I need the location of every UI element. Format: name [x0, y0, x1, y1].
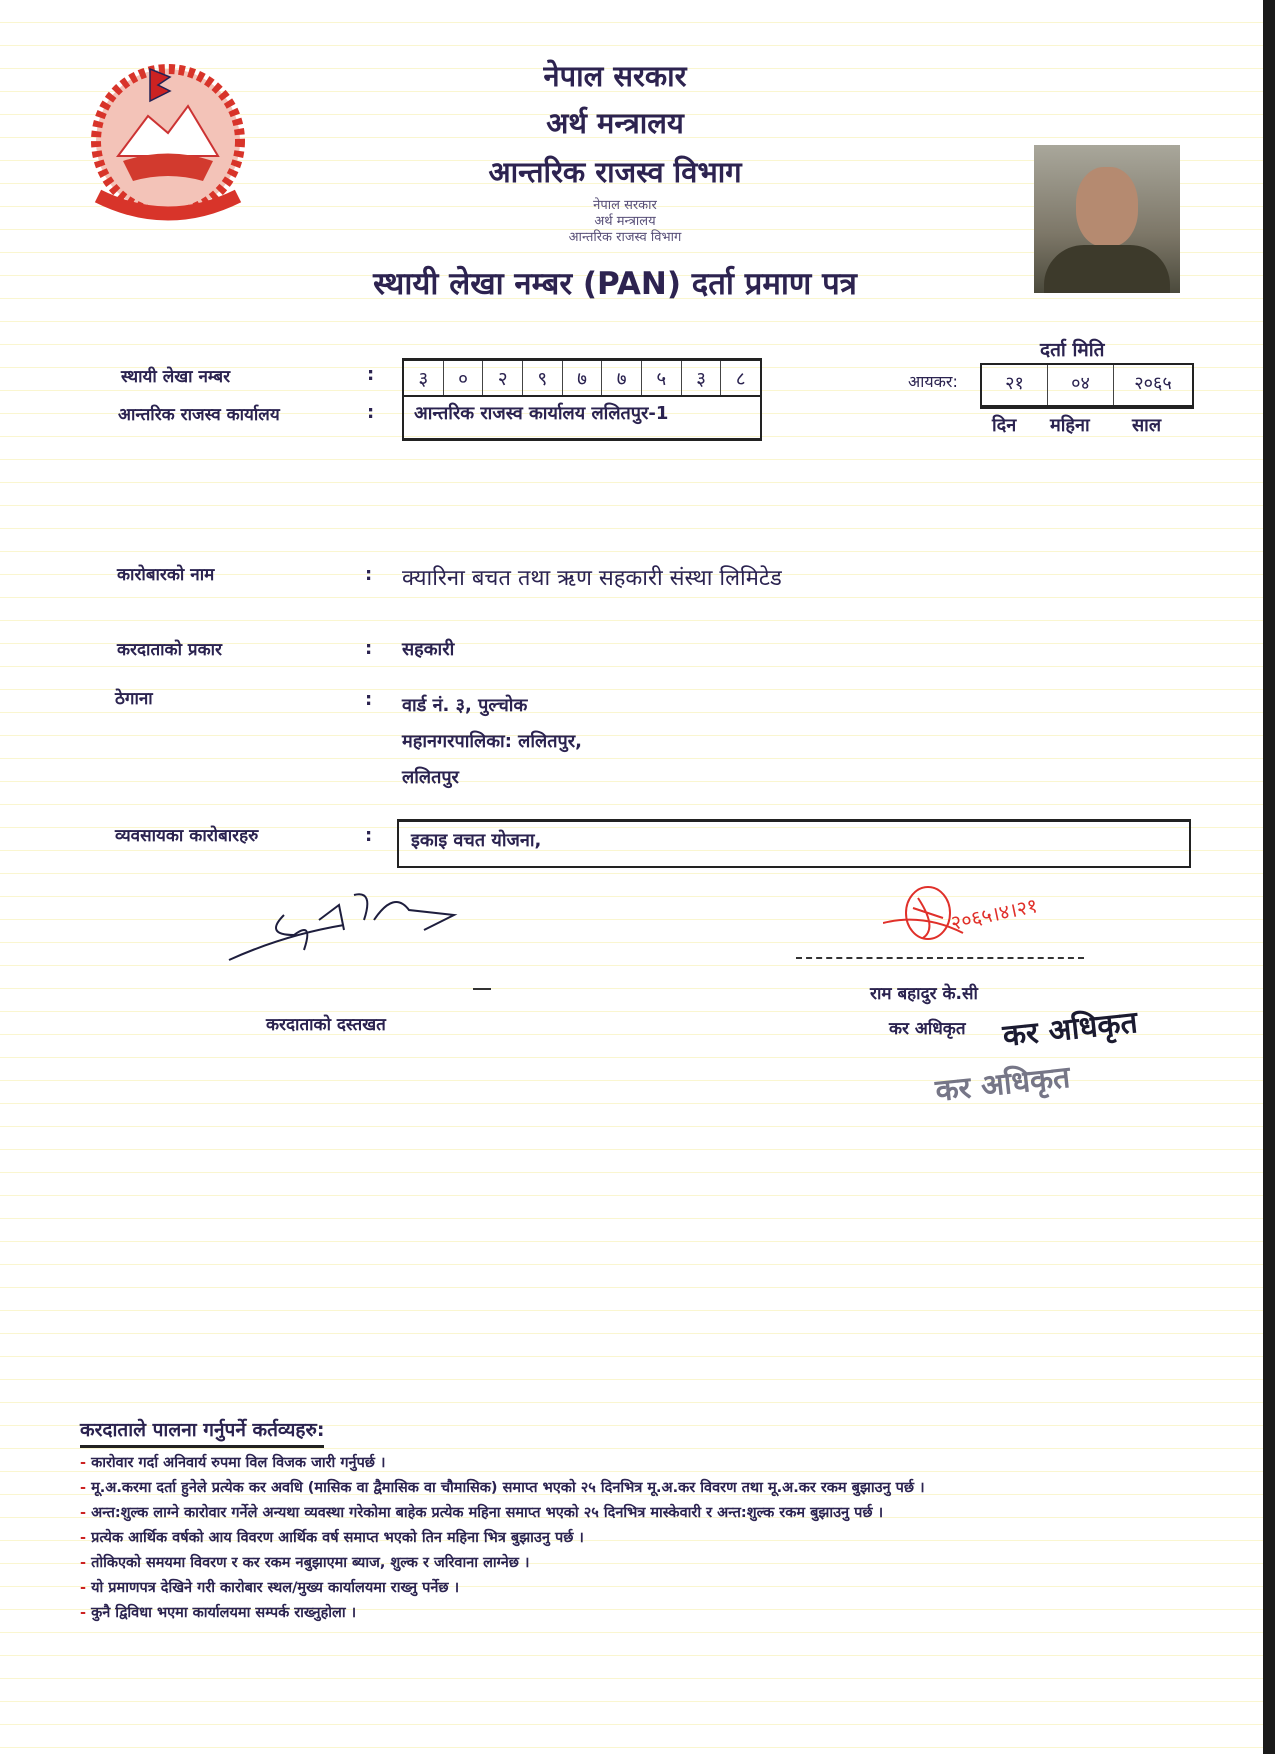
duty-item: - मू.अ.करमा दर्ता हुनेले प्रत्येक कर अवधि (मासिक वा द्वैमासिक वा चौमासिक) समाप्त भएको २५ दिनभित्र मू.अ.कर विवरण तथा मू.अ.कर रकम बुझाउनु पर्छ । [80, 1477, 925, 1502]
income-tax-label: आयकर: [908, 372, 958, 391]
colon: : [365, 564, 373, 585]
duty-item: - अन्त:शुल्क लाग्ने कारोवार गर्नेले अन्यथा व्यवस्था गरेकोमा बाहेक प्रत्येक महिना समाप्त भएको २५ दिनभित्र मास्केवारी र अन्त:शुल्क रकम बुझाउनु पर्छ । [80, 1502, 925, 1527]
colon: : [365, 638, 373, 659]
address-line: महानगरपालिका: ललितपुर, [402, 731, 582, 752]
pan-digit: ८ [720, 361, 760, 395]
divider [473, 988, 491, 990]
colon: : [365, 689, 373, 710]
address-line: वार्ड नं. ३, पुल्चोक [402, 695, 528, 716]
colon: : [365, 825, 373, 846]
pan-box [402, 358, 762, 441]
pan-digit: ७ [562, 361, 602, 395]
colon: : [367, 402, 375, 423]
pan-digit: ५ [641, 361, 681, 395]
duty-item: - तोकिएको समयमा विवरण र कर रकम नबुझाएमा ब्याज, शुल्क र जरिवाना लाग्नेछ । [80, 1552, 925, 1577]
taxpayer-signature [224, 880, 464, 969]
header-ministry: अर्थ मन्त्रालय [546, 106, 684, 140]
date-month: ०४ [1048, 365, 1114, 405]
taxpayer-photo [1034, 145, 1180, 293]
pan-digit: ० [443, 361, 483, 395]
date-year: २०६५ [1134, 373, 1172, 394]
business-name-label: कारोबारको नाम [117, 565, 215, 585]
registration-date-box [980, 363, 1194, 409]
activities-box [397, 819, 1191, 868]
month-label: महिना [1050, 415, 1090, 436]
taxpayer-type-label: करदाताको प्रकार [117, 640, 222, 660]
header-department: आन्तरिक राजस्व विभाग [488, 155, 742, 189]
activities-label: व्यवसायका कारोबारहरु [115, 826, 259, 846]
address [402, 688, 582, 796]
department-seal: नेपाल सरकार अर्थ मन्त्रालय आन्तरिक राजस्व विभाग [568, 198, 682, 245]
taxpayer-type: सहकारी [402, 639, 455, 660]
officer-signature-date: २०६५।४।२१ [948, 893, 1040, 935]
year-label: साल [1132, 415, 1162, 436]
pan-label: स्थायी लेखा नम्बर [121, 367, 231, 387]
header-government: नेपाल सरकार [543, 59, 687, 93]
duty-item: - यो प्रमाणपत्र देखिने गरी कारोबार स्थल/मुख्य कार्यालयमा राख्नु पर्नेछ । [80, 1577, 925, 1602]
duties-list [80, 1452, 925, 1627]
officer-stamp-faint: कर अधिकृत [933, 1060, 1072, 1109]
date-day: २१ [982, 365, 1048, 405]
office-label: आन्तरिक राजस्व कार्यालय [118, 405, 280, 425]
taxpayer-signature-label: करदाताको दस्तखत [266, 1015, 386, 1035]
pan-digit: ३ [681, 361, 721, 395]
office-value: आन्तरिक राजस्व कार्यालय ललितपुर-1 [414, 403, 669, 424]
officer-signature-line [796, 957, 1084, 959]
pan-digit: ३ [418, 368, 429, 390]
address-label: ठेगाना [115, 689, 153, 709]
activities-value: इकाइ वचत योजना, [411, 830, 542, 851]
registration-date-title: दर्ता मिति [1040, 339, 1105, 361]
pan-digits [404, 358, 760, 397]
pan-digit: ९ [522, 361, 562, 395]
officer-stamp: कर अधिकृत [1001, 1005, 1140, 1055]
pan-digit: २ [482, 361, 522, 395]
day-label: दिन [992, 415, 1017, 436]
business-name: क्यारिना बचत तथा ऋण सहकारी संस्था लिमिटेड [402, 566, 782, 591]
duty-item: - कुनै द्विविधा भएमा कार्यालयमा सम्पर्क राख्नुहोला । [80, 1602, 925, 1627]
address-line: ललितपुर [402, 767, 459, 788]
duty-item: - प्रत्येक आर्थिक वर्षको आय विवरण आर्थिक वर्ष समाप्त भएको तिन महिना भित्र बुझाउनु पर्छ । [80, 1527, 925, 1552]
pan-digit: ७ [601, 361, 641, 395]
scan-edge [1263, 0, 1275, 1754]
duty-item: - कारोवार गर्दा अनिवार्य रुपमा विल विजक जारी गर्नुपर्छ । [80, 1452, 925, 1477]
officer-name: राम बहादुर के.सी [870, 984, 978, 1004]
colon: : [367, 364, 375, 385]
duties-heading: करदाताले पालना गर्नुपर्ने कर्तव्यहरु: [80, 1416, 324, 1448]
officer-title: कर अधिकृत [889, 1019, 966, 1039]
certificate-title: स्थायी लेखा नम्बर (PAN) दर्ता प्रमाण पत्र [373, 266, 857, 302]
